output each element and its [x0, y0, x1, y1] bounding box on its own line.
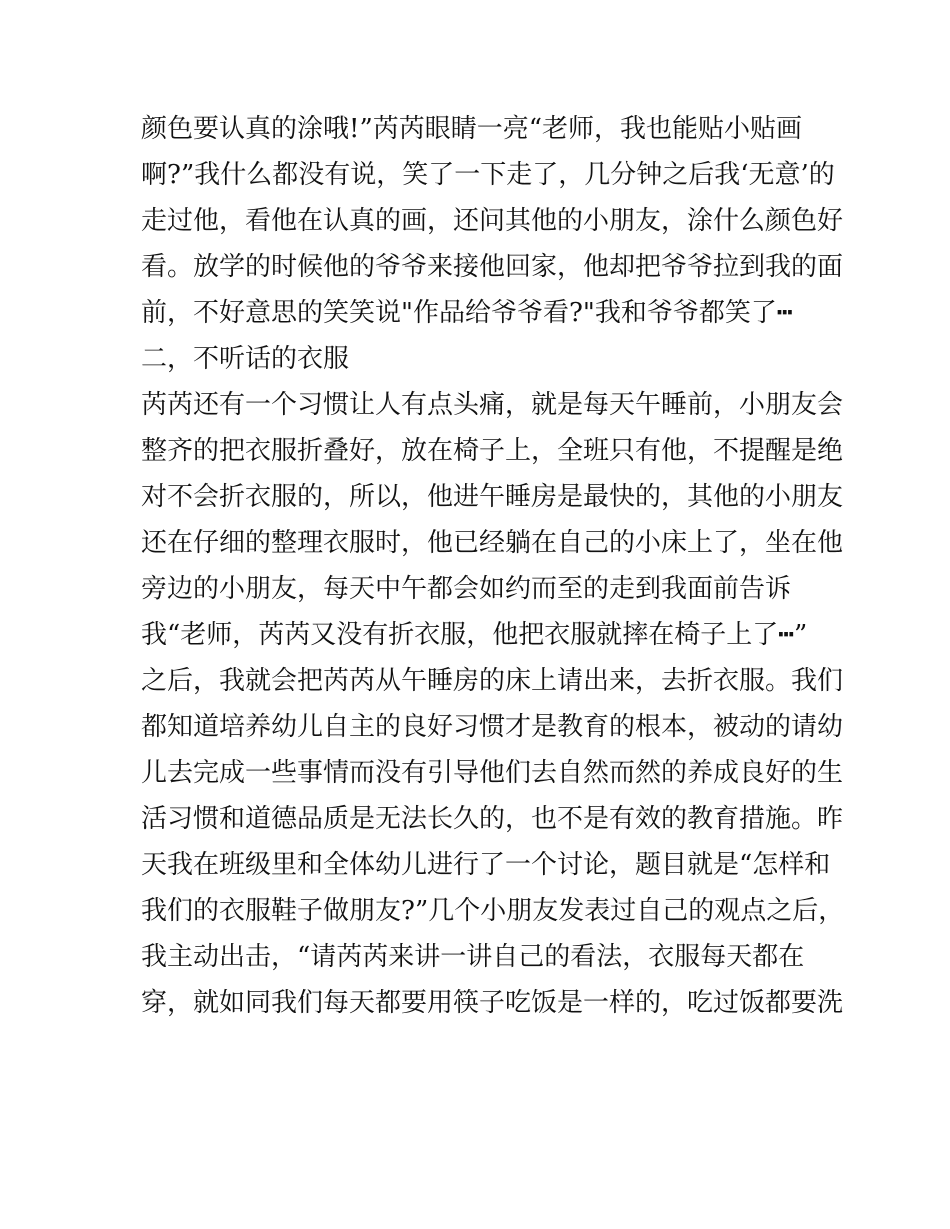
text-line: 颜色要认真的涂哦!”芮芮眼睛一亮“老师，我也能贴小贴画 [141, 114, 803, 144]
text-line: 天我在班级里和全体幼儿进行了一个讨论，题目就是“怎样和 [141, 850, 831, 880]
text-line: 我主动出击，“请芮芮来讲一讲自己的看法，衣服每天都在 [141, 942, 805, 972]
text-line: 前，不好意思的笑笑说"作品给爷爷看?"我和爷爷都笑了┅ [141, 298, 793, 328]
text-line: 都知道培养幼儿自主的良好习惯才是教育的根本，被动的请幼 [141, 712, 844, 742]
text-line: 旁边的小朋友，每天中午都会如约而至的走到我面前告诉 [141, 574, 792, 604]
text-line: 对不会折衣服的，所以，他进午睡房是最快的，其他的小朋友 [141, 482, 844, 512]
text-line: 之后，我就会把芮芮从午睡房的床上请出来，去折衣服。我们 [141, 666, 844, 696]
text-line: 我“老师，芮芮又没有折衣服，他把衣服就摔在椅子上了┅” [141, 620, 808, 650]
text-line: 我们的衣服鞋子做朋友?”几个小朋友发表过自己的观点之后， [141, 896, 845, 926]
text-line: 穿，就如同我们每天都要用筷子吃饭是一样的，吃过饭都要洗 [141, 988, 844, 1018]
text-line: 还在仔细的整理衣服时，他已经躺在自己的小床上了，坐在他 [141, 528, 844, 558]
text-line: 芮芮还有一个习惯让人有点头痛，就是每天午睡前，小朋友会 [141, 390, 844, 420]
text-line: 啊?”我什么都没有说，笑了一下走了，几分钟之后我‘无意’的 [141, 160, 835, 190]
section-heading: 二，不听话的衣服 [141, 344, 350, 374]
text-line: 走过他，看他在认真的画，还问其他的小朋友，涂什么颜色好 [141, 206, 844, 236]
text-line: 活习惯和道德品质是无法长久的，也不是有效的教育措施。昨 [141, 804, 844, 834]
text-line: 看。放学的时候他的爷爷来接他回家，他却把爷爷拉到我的面 [141, 252, 844, 282]
body-text [141, 106, 845, 1026]
text-line: 儿去完成一些事情而没有引导他们去自然而然的养成良好的生 [141, 758, 844, 788]
text-line: 整齐的把衣服折叠好，放在椅子上，全班只有他，不提醒是绝 [141, 436, 844, 466]
